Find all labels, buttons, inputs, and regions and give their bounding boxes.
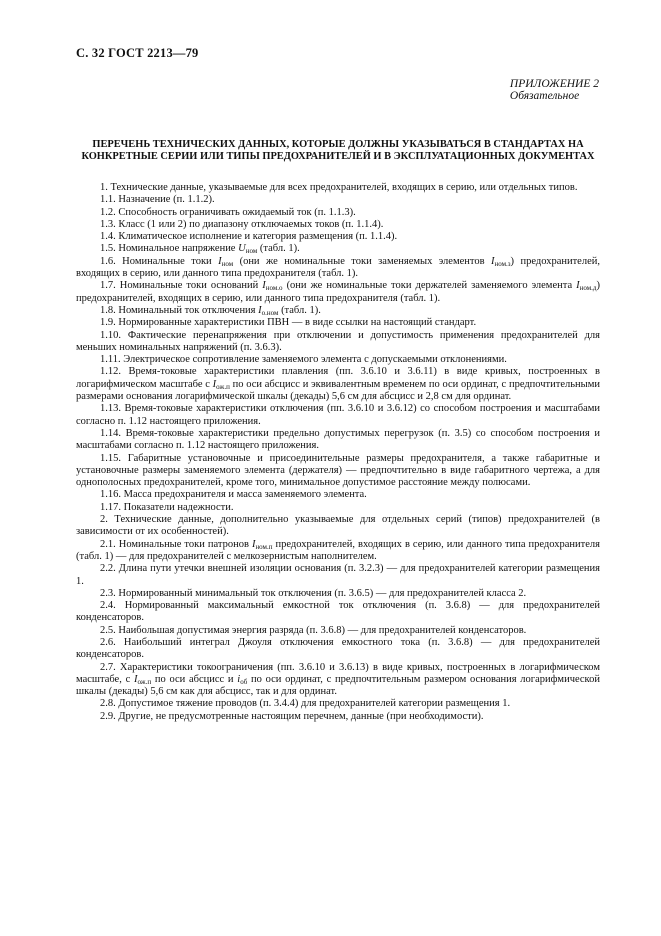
paragraph-2-5: 2.5. Наибольшая допустимая энергия разряда (п. 3.6.8) — для предохранителей конденсаторов. xyxy=(100,624,527,636)
subscript: ном.о xyxy=(265,284,283,293)
paragraph-1-4: 1.4. Климатическое исполнение и категория размещения (п. 1.1.4). xyxy=(100,231,398,243)
paragraph-2-4: 2.4. Нормированный максимальный емкостной ток отключения (п. 3.6.8) — для предохранителей конденсаторов. xyxy=(76,600,600,624)
text: 1.7. Номинальные токи оснований xyxy=(100,280,263,292)
paragraph-1-5 xyxy=(76,243,600,255)
text: 1.5. Номинальное напряжение xyxy=(100,243,239,255)
symbol: I xyxy=(218,255,222,267)
paragraph-2-9: 2.9. Другие, не предусмотренные настоящим перечнем, данные (при необходимости). xyxy=(100,710,484,722)
symbol: I xyxy=(251,538,256,550)
paragraph-1-11: 1.11. Электрическое сопротивление заменяемого элемента с допускаемыми отклонениями. xyxy=(100,354,507,366)
subscript: о.ном xyxy=(261,308,279,317)
text: 1.12. Время-токовые характеристики плавления (пп. 3.6.10 и 3.6.11) в виде кривых, построенных в логарифмическом масштабе с xyxy=(76,366,600,390)
text: (табл. 1). xyxy=(278,304,321,316)
symbol: I xyxy=(490,255,495,267)
subscript: ном xyxy=(221,259,234,268)
text: по оси абсцисс и xyxy=(151,673,238,685)
subscript: ном.п xyxy=(255,542,273,551)
symbol: I xyxy=(258,304,262,316)
paragraph-1-14: 1.14. Время-токовые характеристики предельно допустимых перегрузок (п. 3.5) со способом построения и масштабами согласно п. 1.12 настоящего приложения. xyxy=(76,427,600,452)
text: (табл. 1). xyxy=(257,243,300,255)
paragraph-1: 1. Технические данные, указываемые для всех предохранителей, входящих в серию, или отдельных типов. xyxy=(100,182,578,193)
paragraph-1-13: 1.13. Время-токовые характеристики отключения (пп. 3.6.10 и 3.6.12) со способом построения и масштабами согласно п. 1.12 настоящего приложения. xyxy=(76,403,600,427)
symbol: U xyxy=(238,243,246,255)
document-body xyxy=(76,182,600,723)
text: 2.1. Номинальные токи патронов xyxy=(100,538,252,550)
text: (они же номинальные токи заменяемых элементов xyxy=(233,255,491,267)
text: по оси абсцисс и эквивалентным временем по оси ординат, с предпочтительными размерами основания логарифмической шкалы (декады) 5,6 см для абсцисс и 2,8 см для ординат. xyxy=(76,378,600,403)
text: ) предохранителей, входящих в серию, или данного типа предохранителя (табл. 1). xyxy=(76,280,600,304)
page-header: С. 32 ГОСТ 2213—79 xyxy=(76,46,199,60)
subscript: об xyxy=(240,677,248,686)
text: предохранителей, входящих в серию, или данного типа предохранителя (табл. 1) — для предохранителей с мелкозернистым наполнителем. xyxy=(76,538,600,562)
subscript: ож.п xyxy=(137,677,152,686)
paragraph-2-7 xyxy=(76,662,600,699)
subscript: ном xyxy=(245,247,258,256)
text: ) предохранителей, входящих в серию, или данного типа предохранителя (табл. 1). xyxy=(76,255,600,280)
paragraph-2: 2. Технические данные, дополнительно указываемые для отдельных серий (типов) предохранителей (в зависимости от их особенностей). xyxy=(76,514,600,538)
symbol: I xyxy=(262,280,266,292)
paragraph-1-10: 1.10. Фактические перенапряжения при отключении и допустимость применения предохранителей для меньших номинальных напряжений (п. 3.6.3). xyxy=(76,329,600,353)
text: 2.7. Характеристики токоограничения (пп. 3.6.10 и 3.6.13) в виде кривых, построенных в логарифмическом масштабе, с xyxy=(76,661,600,685)
paragraph-2-2: 2.2. Длина пути утечки внешней изоляции основания (п. 3.2.3) — для предохранителей категории размещения 1. xyxy=(76,563,600,587)
symbol: i xyxy=(237,673,241,685)
text: 1.6. Номинальные токи xyxy=(100,255,219,267)
text: по оси ординат, с предпочтительным размером основания логарифмической шкалы (декады) 5,6 см как для абсцисс, так и для ординат. xyxy=(76,673,600,698)
paragraph-1-9: 1.9. Нормированные характеристики ПВН — в виде ссылки на настоящий стандарт. xyxy=(100,317,477,329)
paragraph-1-6 xyxy=(76,256,600,281)
paragraph-1-2: 1.2. Способность ограничивать ожидаемый ток (п. 1.1.3). xyxy=(100,206,356,218)
paragraph-1-16: 1.16. Масса предохранителя и масса заменяемого элемента. xyxy=(100,489,367,501)
text: 1.8. Номинальный ток отключения xyxy=(100,304,259,316)
paragraph-2-6: 2.6. Наибольший интеграл Джоуля отключения емкостного тока (п. 3.6.8) — для предохранителей конденсаторов. xyxy=(76,636,600,661)
appendix-label-block xyxy=(510,78,599,102)
subscript: ном.д xyxy=(579,284,597,293)
text: (они же номинальные токи держателей заменяемого элемента xyxy=(282,280,577,292)
symbol: I xyxy=(133,673,138,685)
paragraph-1-7 xyxy=(76,280,600,305)
paragraph-1-1: 1.1. Назначение (п. 1.1.2). xyxy=(100,194,215,206)
document-title: ПЕРЕЧЕНЬ ТЕХНИЧЕСКИХ ДАННЫХ, КОТОРЫЕ ДОЛЖНЫ УКАЗЫВАТЬСЯ В СТАНДАРТАХ НА КОНКРЕТНЫЕ СЕРИИ ИЛИ ТИПЫ ПРЕДОХРАНИТЕЛЕЙ И В ЭКСПЛУАТАЦИОННЫХ ДОКУМЕНТАХ xyxy=(81,139,595,162)
subscript: ож.п xyxy=(216,382,230,391)
paragraph-1-17: 1.17. Показатели надежности. xyxy=(100,501,234,513)
paragraph-2-1 xyxy=(76,539,600,564)
symbol: I xyxy=(576,280,580,292)
appendix-status: Обязательное xyxy=(509,90,580,102)
paragraph-1-8 xyxy=(76,305,600,317)
subscript: ном.з xyxy=(494,259,511,268)
paragraph-1-15: 1.15. Габаритные установочные и присоединительные размеры предохранителя, а также габаритные и установочные размеры заменяемого элемента (держателя) — предпочтительно в виде габаритного чертежа, а для однополосных предохранителей, кроме того, минимальное допустимое расстояние между полюсами. xyxy=(76,452,600,489)
appendix-label: ПРИЛОЖЕНИЕ 2 xyxy=(509,78,599,90)
paragraph-1-3: 1.3. Класс (1 или 2) по диапазону отключаемых токов (п. 1.1.4). xyxy=(100,218,384,230)
paragraph-1-12 xyxy=(76,366,600,403)
symbol: I xyxy=(212,378,217,390)
paragraph-2-3: 2.3. Нормированный минимальный ток отключения (п. 3.6.5) — для предохранителей класса 2. xyxy=(100,587,527,599)
paragraph-2-8: 2.8. Допустимое тяжение проводов (п. 3.4.4) для предохранителей категории размещения 1. xyxy=(100,698,511,710)
